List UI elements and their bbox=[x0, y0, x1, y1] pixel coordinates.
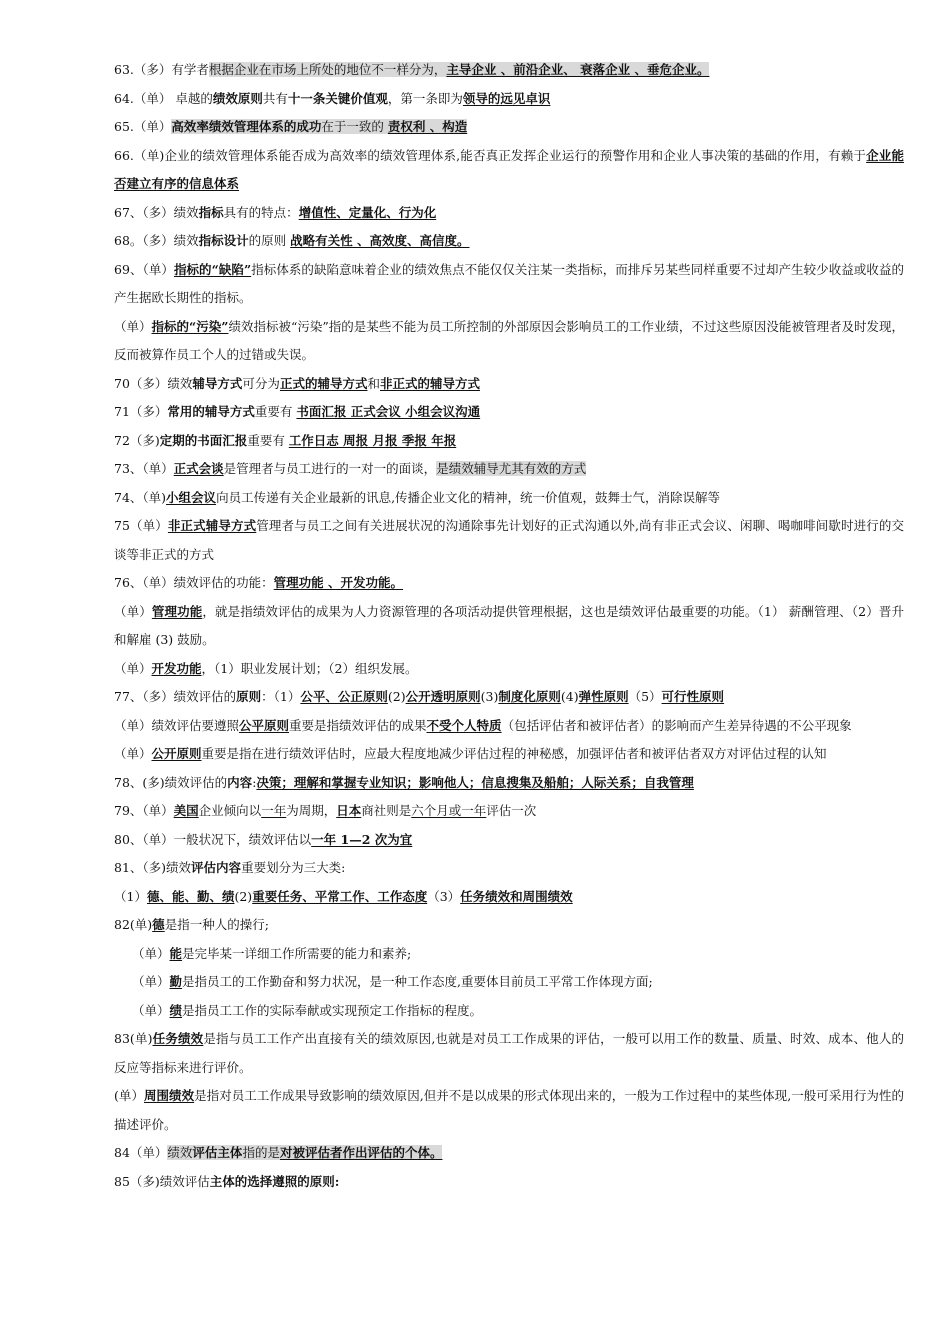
text-run: ，（1）职业发展计划；（2）组织发展。 bbox=[201, 660, 418, 676]
key-term: 公平、公正原则 bbox=[300, 689, 388, 704]
text-run: （单）绩效评估要遵照 bbox=[114, 717, 240, 733]
text-run: （单） bbox=[114, 746, 152, 761]
text-run: 是指一种人的操行; bbox=[164, 917, 269, 932]
text-run: 重要是指绩效评估的成果 bbox=[289, 717, 427, 733]
key-term: 评估主体 bbox=[192, 1145, 243, 1160]
key-term: 勤 bbox=[169, 974, 183, 989]
document-line bbox=[114, 85, 904, 114]
text-run: 是绩效辅导尤其有效的方式 bbox=[436, 461, 587, 476]
document-line bbox=[114, 199, 904, 228]
text-run: 和 bbox=[367, 375, 380, 391]
text-run: （单） bbox=[132, 1002, 170, 1018]
key-term: 决策；理解和掌握专业知识；影响他人；信息搜集及船舶；人际关系；自我管理 bbox=[256, 774, 694, 790]
document-line bbox=[114, 398, 904, 427]
text-run: 82(单) bbox=[114, 917, 153, 932]
text-run: : bbox=[252, 774, 257, 790]
document-line bbox=[114, 427, 904, 456]
text-run: 为周期， bbox=[286, 803, 337, 818]
document-line bbox=[114, 997, 904, 1026]
text-run: 80、（单）一般状况下，绩效评估以 bbox=[114, 831, 312, 847]
text-run: 72（多) bbox=[114, 432, 160, 448]
document-line bbox=[114, 826, 904, 855]
text-run: (4) bbox=[560, 689, 579, 704]
document-line bbox=[114, 883, 904, 912]
key-term: 正式会谈 bbox=[173, 461, 224, 476]
document-line bbox=[114, 797, 904, 826]
key-term: 高效率绩效管理体系的成功 bbox=[171, 119, 322, 134]
key-term: 德 bbox=[152, 917, 165, 932]
key-term: 十一条关键价值观 bbox=[287, 90, 388, 106]
text-run: 六个月或一年 bbox=[411, 803, 487, 818]
key-term: 书面汇报 正式会议 小组会议沟通 bbox=[296, 404, 481, 419]
text-run: 重要是指在进行绩效评估时，应最大程度地减少评估过程的神秘感，加强评估者和被评估者双方对评估过程的认知 bbox=[201, 746, 827, 761]
text-run: 绩效 bbox=[167, 1145, 193, 1160]
text-run: 是指员工的工作勤奋和努力状况，是一种工作态度,重要体目前员工平常工作体现方面; bbox=[182, 974, 653, 989]
text-run: 79、（单） bbox=[114, 803, 174, 818]
text-run: 83(单) bbox=[114, 1031, 153, 1046]
text-run: ，就是指绩效评估的成果为人力资源管理的各项活动提供管理根据，这也是绩效评估最重要的功能。（1） 薪酬管理、（2）晋升和解雇 (3) 鼓励。 bbox=[114, 603, 904, 647]
text-run: 84（单） bbox=[114, 1145, 168, 1160]
text-run: 是完毕某一详细工作所需要的能力和素养; bbox=[182, 945, 412, 961]
document-page bbox=[114, 56, 904, 1196]
text-run: 71（多） bbox=[114, 404, 168, 419]
key-term: 美国 bbox=[173, 803, 199, 818]
text-run: （包括评估者和被评估者）的影响而产生差异待遇的不公平现象 bbox=[501, 717, 852, 733]
text-run: （单） bbox=[114, 660, 152, 676]
document-line bbox=[114, 142, 904, 199]
text-run: (2) bbox=[387, 689, 406, 704]
text-run: 67、（多）绩效 bbox=[114, 204, 199, 220]
text-run: （1） bbox=[114, 888, 147, 904]
key-term: 定期的书面汇报 bbox=[159, 432, 248, 448]
document-line bbox=[114, 512, 904, 569]
text-run: 管理者与员工之间有关进展状况的沟通除事先计划好的正式沟通以外,尚有非正式会议、闲聊、喝咖啡间歇时进行的交谈等非正式的方式 bbox=[114, 518, 904, 562]
text-run: 是指与员工工作产出直接有关的绩效原因,也就是对员工工作成果的评估，一般可以用工作的数量、质量、时效、成本、他人的反应等指标来进行评价。 bbox=[114, 1031, 904, 1075]
document-line bbox=[114, 227, 904, 256]
key-term: 指标的“缺陷” bbox=[173, 261, 252, 277]
key-term: 辅导方式 bbox=[192, 375, 243, 391]
text-run: ，第一条即为 bbox=[387, 90, 463, 106]
text-run: 重要有 bbox=[247, 432, 289, 448]
text-run: 75（单） bbox=[114, 518, 168, 533]
document-line bbox=[114, 1025, 904, 1082]
text-run: （3） bbox=[427, 888, 461, 904]
key-term: 领导的远见卓识 bbox=[462, 90, 551, 106]
text-run: 的原则 bbox=[248, 233, 291, 248]
text-run: 重要划分为三大类: bbox=[241, 860, 346, 875]
key-term: 正式的辅导方式 bbox=[279, 375, 368, 391]
key-term: 公平原则 bbox=[239, 717, 290, 733]
text-run: （5） bbox=[628, 689, 662, 704]
text-run: ：（1） bbox=[261, 689, 301, 704]
document-line bbox=[114, 313, 904, 370]
key-term: 原则 bbox=[236, 689, 262, 704]
key-term: 制度化原则 bbox=[498, 689, 561, 704]
text-run: （单） bbox=[132, 974, 170, 989]
key-term: 非正式辅导方式 bbox=[167, 518, 257, 533]
text-run: 可分为 bbox=[242, 375, 280, 391]
key-term: 不受个人特质 bbox=[426, 717, 502, 733]
text-run: (3) bbox=[480, 689, 499, 704]
key-term: 指标的“污染” bbox=[151, 318, 229, 334]
document-line bbox=[114, 940, 904, 969]
document-line bbox=[114, 740, 904, 769]
document-line bbox=[114, 683, 904, 712]
key-term: 公开透明原则 bbox=[405, 689, 481, 704]
key-term: 工作日志 周报 月报 季报 年报 bbox=[288, 432, 457, 448]
key-term: 开发功能 bbox=[151, 660, 202, 676]
key-term: 弹性原则 bbox=[578, 689, 629, 704]
key-term: 公开原则 bbox=[151, 746, 202, 761]
key-term: 管理功能 、开发功能。 bbox=[273, 575, 404, 590]
text-run: 商社则是 bbox=[361, 803, 412, 818]
text-run: 64.（单） 卓越的 bbox=[114, 90, 213, 106]
document-line bbox=[114, 769, 904, 798]
document-line bbox=[114, 968, 904, 997]
document-line bbox=[114, 1082, 904, 1139]
text-run: 绩效指标被“污染”指的是某些不能为员工所控制的外部原因会影响员工的工作业绩，不过这些原因没能被管理者及时发现，反而被算作员工个人的过错或失误。 bbox=[114, 318, 904, 362]
key-term: 指标 bbox=[198, 204, 224, 220]
text-run: 重要有 bbox=[254, 404, 297, 419]
key-term: 企业能否建立有序的信息体系 bbox=[114, 147, 904, 191]
document-line bbox=[114, 655, 904, 684]
text-run: 68。（多）绩效 bbox=[114, 233, 199, 248]
text-run: 指标体系的缺陷意味着企业的绩效焦点不能仅仅关注某一类指标，而排斥另某些同样重要不过却产生较少收益或收益的产生据欧长期性的指标。 bbox=[114, 261, 904, 305]
document-line bbox=[114, 569, 904, 598]
key-term: 非正式的辅导方式 bbox=[379, 375, 480, 391]
key-term: 绩 bbox=[169, 1002, 183, 1018]
text-run: 具有的特点： bbox=[223, 204, 299, 220]
text-run: 69、（单） bbox=[114, 261, 174, 277]
document-line bbox=[114, 56, 904, 85]
text-run: 65.（单） bbox=[114, 119, 172, 134]
document-line bbox=[114, 455, 904, 484]
key-term: 日本 bbox=[336, 803, 362, 818]
key-term: 主导企业 、前沿企业、 衰落企业 、垂危企业。 bbox=[446, 62, 710, 77]
text-run: 66.（单)企业的绩效管理体系能否成为高效率的绩效管理体系,能否真正发挥企业运行的预警作用和企业人事决策的基础的作用，有赖于 bbox=[114, 147, 867, 163]
document-line bbox=[114, 911, 904, 940]
text-run: (单） bbox=[114, 1088, 144, 1103]
key-term: 可行性原则 bbox=[661, 689, 725, 704]
document-line bbox=[114, 113, 904, 142]
key-term: 德、能、勤、绩 bbox=[146, 888, 235, 904]
text-run: 企业倾向以 bbox=[198, 803, 262, 818]
text-run: 77、（多）绩效评估的 bbox=[114, 689, 237, 704]
key-term: 任务绩效 bbox=[152, 1031, 204, 1046]
document-line bbox=[114, 712, 904, 741]
document-line bbox=[114, 256, 904, 313]
text-run: (2) bbox=[234, 888, 253, 904]
document-line bbox=[114, 1139, 904, 1168]
key-term: 主体的选择遵照的原则: bbox=[209, 1173, 340, 1189]
key-term: 内容 bbox=[227, 774, 253, 790]
text-run: （单） bbox=[132, 945, 170, 961]
key-term: 战略有关性 、高效度、高信度。 bbox=[290, 233, 470, 248]
text-run: 是指对员工工作成果导致影响的绩效原因,但并不是以成果的形式体现出来的，一般为工作过程中的某些体现,一般可采用行为性的描述评价。 bbox=[114, 1088, 904, 1132]
text-run: 81、（多)绩效 bbox=[114, 860, 192, 875]
text-run: 78、(多)绩效评估的 bbox=[114, 774, 228, 790]
text-run: 63.（多）有学者 bbox=[114, 62, 209, 77]
key-term: 周围绩效 bbox=[143, 1088, 195, 1103]
text-run: 在于一致的 bbox=[321, 119, 388, 134]
text-run: 评估一次 bbox=[486, 803, 537, 818]
document-line bbox=[114, 854, 904, 883]
key-term: 一年 1—2 次为宜 bbox=[311, 831, 413, 847]
text-run: 向员工传递有关企业最新的讯息,传播企业文化的精神，统一价值观，鼓舞士气，消除误解等 bbox=[216, 489, 721, 505]
text-run: 是指员工工作的实际奉献或实现预定工作指标的程度。 bbox=[182, 1002, 483, 1018]
text-run: 根据企业在市场上所处的地位不一样分为， bbox=[208, 62, 447, 77]
text-run: （单） bbox=[114, 603, 152, 619]
document-line bbox=[114, 598, 904, 655]
text-run: 76、（单）绩效评估的功能： bbox=[114, 575, 274, 590]
key-term: 评估内容 bbox=[191, 860, 242, 875]
document-line bbox=[114, 1168, 904, 1197]
text-run: 85（多)绩效评估 bbox=[114, 1173, 210, 1189]
key-term: 任务绩效和周围绩效 bbox=[460, 888, 573, 904]
key-term: 常用的辅导方式 bbox=[167, 404, 255, 419]
text-run: 73、（单） bbox=[114, 461, 174, 476]
document-line bbox=[114, 370, 904, 399]
text-run: 70（多）绩效 bbox=[114, 375, 193, 391]
key-term: 重要任务、平常工作、工作态度 bbox=[252, 888, 428, 904]
key-term: 指标设计 bbox=[198, 233, 249, 248]
text-run: 是管理者与员工进行的一对一的面谈， bbox=[223, 461, 437, 476]
key-term: 对被评估者作出评估的个体。 bbox=[279, 1145, 443, 1160]
key-term: 责权利 、构造 bbox=[387, 119, 468, 134]
key-term: 绩效原则 bbox=[212, 90, 263, 106]
text-run: 指的是 bbox=[242, 1145, 280, 1160]
text-run: 共有 bbox=[262, 90, 288, 106]
key-term: 小组会议 bbox=[166, 489, 217, 505]
key-term: 管理功能 bbox=[151, 603, 203, 619]
text-run: 一年 bbox=[261, 803, 287, 818]
text-run: （单） bbox=[114, 318, 152, 334]
key-term: 能 bbox=[169, 945, 183, 961]
text-run: 74、（单) bbox=[114, 489, 167, 505]
key-term: 增值性、定量化、行为化 bbox=[298, 204, 437, 220]
document-line bbox=[114, 484, 904, 513]
